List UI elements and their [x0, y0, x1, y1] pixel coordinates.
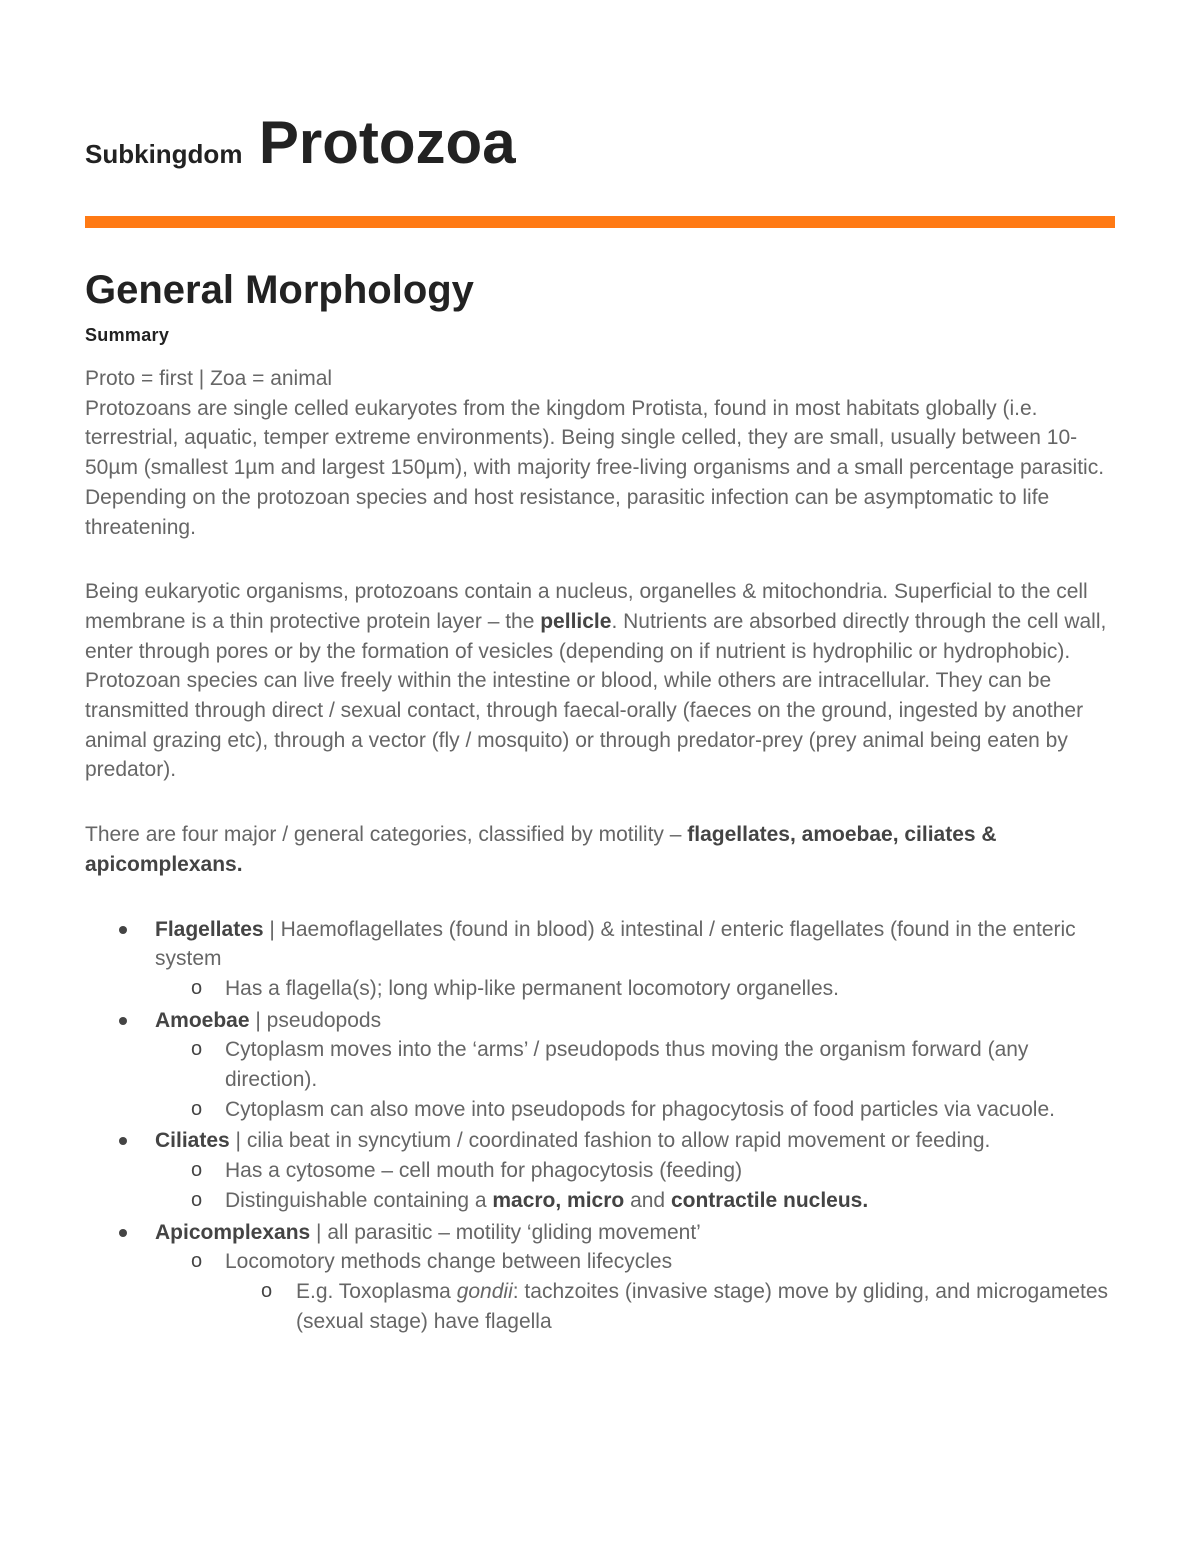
sub-list-item [155, 1247, 1115, 1336]
paragraph-definition: Proto = first | Zoa = animal [85, 367, 333, 390]
nucleus-terms: macro, micro [492, 1188, 625, 1212]
sub-list [155, 974, 1115, 1004]
sub-list-item: o Cytoplasm moves into the ‘arms’ / pseudopods thus moving the organism forward (any direction). [155, 1035, 1115, 1094]
category-list [85, 915, 1115, 1337]
species-name: gondii [456, 1279, 513, 1303]
sub-list-text: Locomotory methods change between lifecycles [225, 1250, 673, 1274]
nucleus-terms: contractile nucleus. [670, 1188, 869, 1212]
list-item-apicomplexans [85, 1218, 1115, 1337]
sub-sub-list-item [225, 1277, 1115, 1336]
pellicle-term: pellicle [540, 609, 612, 633]
list-item-text: | pseudopods [249, 1008, 382, 1032]
sub-list-text: and [624, 1188, 671, 1212]
list-item-text: | cilia beat in syncytium / coordinated fashion to allow rapid movement or feeding. [229, 1129, 991, 1153]
paragraph-text: Being eukaryotic organisms, protozoans contain a nucleus, organelles & mitochondria. Superficial to the cell membrane is a thin protective protein layer – the [85, 580, 1088, 633]
page-title [85, 108, 516, 177]
section-subheading: Summary [85, 325, 170, 345]
sub-sub-list [225, 1277, 1115, 1336]
sub-sub-text: : tachzoites (invasive stage) move by gliding, and microgametes (sexual stage) have flagella [296, 1279, 1109, 1333]
categories-terms: flagellates, amoebae, ciliates & apicomplexans. [85, 823, 997, 876]
title-prefix: Subkingdom [85, 139, 243, 169]
list-item-text: | Haemoflagellates (found in blood) & intestinal / enteric flagellates (found in the enteric system [155, 917, 1076, 971]
list-item-label: Flagellates [155, 917, 264, 941]
title-main: Protozoa [258, 109, 516, 176]
sub-list-item: o Cytoplasm can also move into pseudopods for phagocytosis of food particles via vacuole. [155, 1095, 1115, 1125]
list-item-amoebae [85, 1006, 1115, 1125]
list-item-flagellates [85, 915, 1115, 1004]
paragraph-text: There are four major / general categories, classified by motility – [85, 823, 688, 847]
sub-list [155, 1035, 1115, 1124]
accent-divider [85, 216, 1115, 228]
section-heading: General Morphology [85, 268, 474, 312]
sub-list [155, 1156, 1115, 1215]
body-text [85, 364, 1115, 1338]
list-item-label: Amoebae [155, 1008, 250, 1032]
sub-sub-text: E.g. Toxoplasma [296, 1279, 457, 1303]
sub-list [155, 1247, 1115, 1336]
sub-list-item: o Has a flagella(s); long whip-like permanent locomotory organelles. [155, 974, 1115, 1004]
sub-list-item [155, 1186, 1115, 1216]
sub-list-text: Distinguishable containing a [225, 1188, 493, 1212]
paragraph-eukaryotic [85, 577, 1115, 785]
paragraph-intro: Protozoans are single celled eukaryotes from the kingdom Protista, found in most habitats globally (i.e. terrestrial, aquatic, temper extreme environments). Being single celled, they are small, usually between 10-50µm (smallest 1µm and largest 150µm), with majority free-living organisms and a small percentage parasitic. Depending on the protozoan species and host resistance, parasitic infection can be asymptomatic to life threatening. [85, 396, 1105, 539]
sub-list-item: o Has a cytosome – cell mouth for phagocytosis (feeding) [155, 1156, 1115, 1186]
list-item-label: Ciliates [155, 1129, 230, 1153]
paragraph-categories [85, 820, 1115, 879]
list-item-text: | all parasitic – motility ‘gliding movement’ [310, 1220, 701, 1244]
list-item-ciliates [85, 1126, 1115, 1215]
paragraph-text: . Nutrients are absorbed directly through the cell wall, enter through pores or by the formation of vesicles (depending on if nutrient is hydrophilic or hydrophobic). Protozoan species can live freely within the intestine or blood, while others are intracellular. They can be transmitted through direct / sexual contact, through faecal-orally (faeces on the ground, ingested by another animal grazing etc), through a vector (fly / mosquito) or through predator-prey (prey animal being eaten by predator). [85, 609, 1107, 782]
list-item-label: Apicomplexans [155, 1220, 311, 1244]
